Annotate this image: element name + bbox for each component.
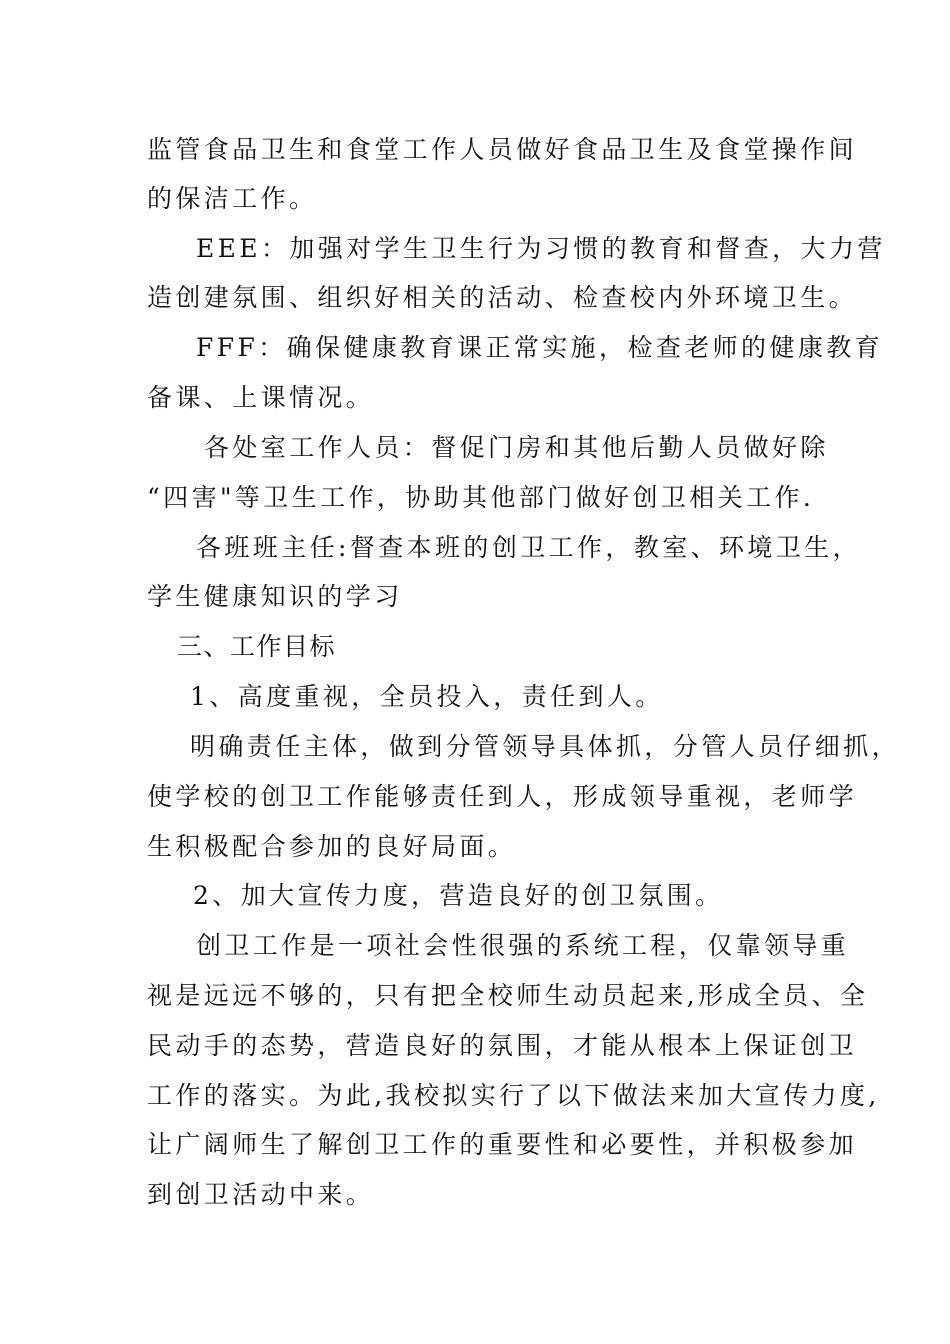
body-text-line: 工作的落实。为此,我校拟实行了以下做法来加大宣传力度, bbox=[147, 1081, 880, 1110]
body-text-line: 2、加大宣传力度，营造良好的创卫氛围。 bbox=[193, 881, 724, 910]
body-text-line: 学生健康知识的学习 bbox=[147, 582, 403, 611]
body-text-line: FFF：确保健康教育课正常实施，检查老师的健康教育 bbox=[196, 333, 884, 362]
body-text-line: 使学校的创卫工作能够责任到人，形成领导重视，老师学 bbox=[147, 782, 858, 811]
body-text-line: 的保洁工作。 bbox=[147, 184, 318, 213]
body-text-line: 明确责任主体，做到分管领导具体抓，分管人员仔细抓， bbox=[190, 732, 901, 761]
body-text-line: 监管食品卫生和食堂工作人员做好食品卫生及食堂操作间 bbox=[147, 135, 858, 164]
body-text-line: EEE：加强对学生卫生行为习惯的教育和督查，大力营 bbox=[196, 234, 886, 263]
body-text-line: 1、高度重视，全员投入，责任到人。 bbox=[190, 682, 664, 711]
body-text-line: 各处室工作人员：督促门房和其他后勤人员做好除 bbox=[204, 433, 829, 462]
body-text-line: 各班班主任:督查本班的创卫工作，教室、环境卫生， bbox=[196, 533, 862, 562]
section-heading: 三、工作目标 bbox=[177, 632, 337, 661]
body-text-line: 让广阔师生了解创卫工作的重要性和必要性，并积极参加 bbox=[147, 1130, 858, 1159]
body-text-line: 民动手的态势，营造良好的氛围，才能从根本上保证创卫 bbox=[147, 1031, 858, 1060]
body-text-line: 视是远远不够的，只有把全校师生动员起来,形成全员、全 bbox=[147, 981, 869, 1010]
body-text-line: 创卫工作是一项社会性很强的系统工程，仅靠领导重 bbox=[196, 931, 850, 960]
body-text-line: 到创卫活动中来。 bbox=[147, 1180, 375, 1209]
body-text-line: 生积极配合参加的良好局面。 bbox=[147, 832, 517, 861]
body-text-line: 造创建氛围、组织好相关的活动、检查校内外环境卫生。 bbox=[147, 283, 858, 312]
body-text-line: “四害"等卫生工作，协助其他部门做好创卫相关工作. bbox=[147, 483, 815, 512]
body-text-line: 备课、上课情况。 bbox=[147, 383, 375, 412]
